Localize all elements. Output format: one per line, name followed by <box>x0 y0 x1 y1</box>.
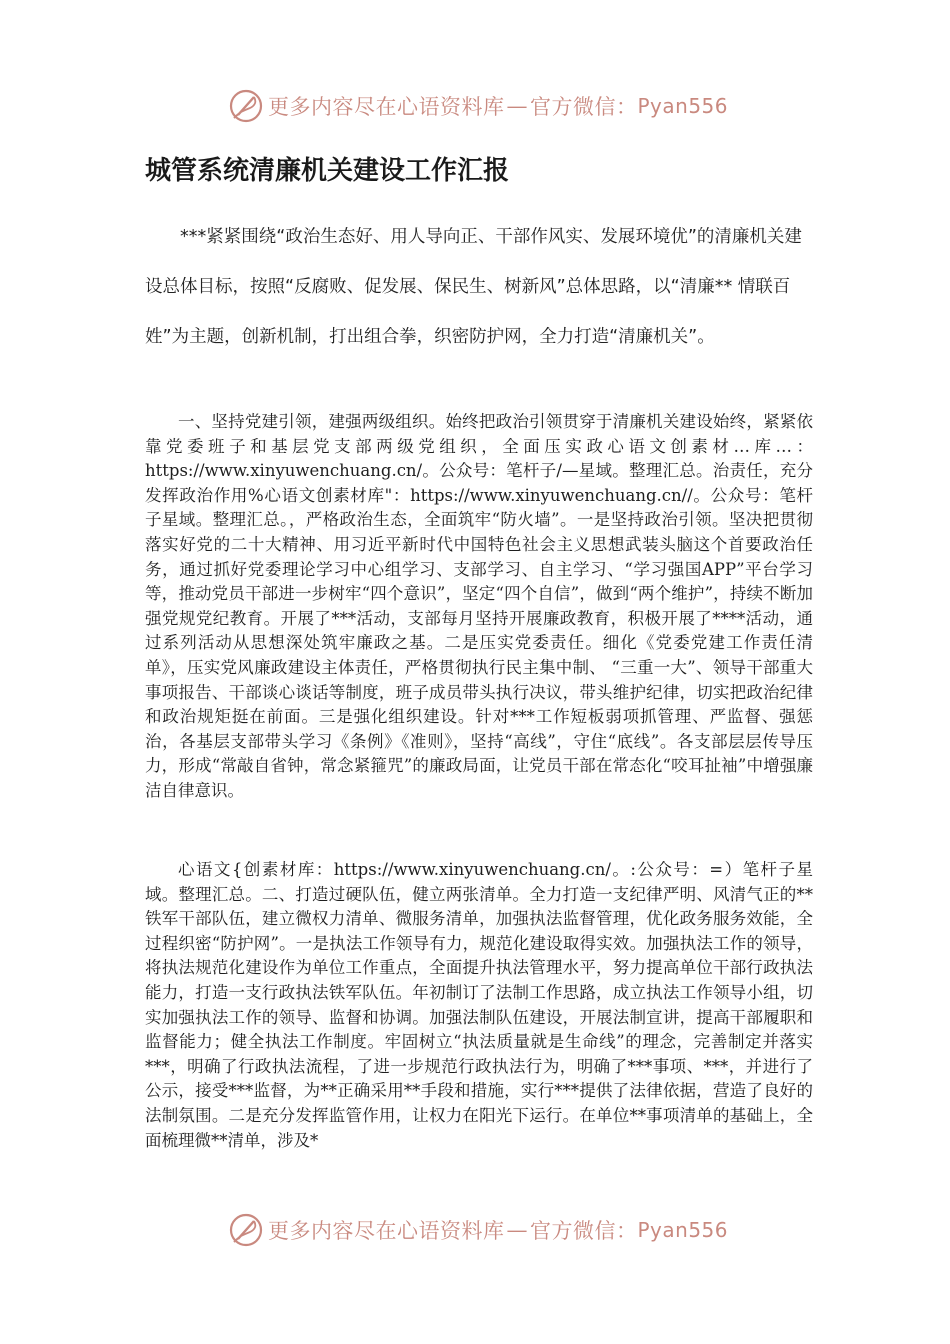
body-paragraph-1: 一、坚持党建引领，建强两级组织。始终把政治引领贯穿于清廉机关建设始终，紧紧依靠党委班子和基层党支部两级党组织，全面压实政心语文创素材…库…：https://www.xinyuwenchuang.cn/。公众号：笔杆子/—星域。整理汇总。治责任，充分发挥政治作用%心语文创素材库"：https://www.xinyuwenchuang.cn//。公众号：笔杆子星域。整理汇总。，严格政治生态，全面筑牢“防火墙”。一是坚持政治引领。坚决把贯彻落实好党的二十大精神、用习近平新时代中国特色社会主义思想武装头脑这个首要政治任务，通过抓好党委理论学习中心组学习、支部学习、自主学习、“学习强国APP”平台学习等，推动党员干部进一步树牢“四个意识”，坚定“四个自信”，做到“两个维护”，持续不断加强党规党纪教育。开展了***活动，支部每月坚持开展廉政教育，积极开展了****活动，通过系列活动从思想深处筑牢廉政之基。二是压实党委责任。细化《党委党建工作责任清单》，压实党风廉政建设主体责任，严格贯彻执行民主集中制、 “三重一大”、领导干部重大事项报告、干部谈心谈话等制度，班子成员带头执行决议，带头维护纪律，切实把政治纪律和政治规矩挺在前面。三是强化组织建设。针对***工作短板弱项抓管理、严监督、强惩治，各基层支部带头学习《条例》《准则》，坚持“高线”，守住“底线”。各支部层层传导压力，形成“常敲自省钟，常念紧箍咒”的廉政局面，让党员干部在常态化“咬耳扯袖”中增强廉洁自律意识。 <box>145 412 813 800</box>
intro-paragraph: ***紧紧围绕“政治生态好、用人导向正、干部作风实、发展环境优”的清廉机关建设总体目标，按照“反腐败、促发展、保民生、树新风”总体思路，以“清廉** 情联百姓”为主题，创新机制，打出组合拳，织密防护网，全力打造“清廉机关”。 <box>145 227 802 347</box>
document-title: 城管系统清廉机关建设工作汇报 <box>145 156 510 186</box>
watermark-banner-bottom <box>228 1210 728 1250</box>
banner-separator: — <box>506 94 528 118</box>
banner-wechat-id: Pyan556 <box>637 1218 729 1242</box>
banner-wechat-label: 官方微信： <box>530 95 638 119</box>
quill-logo-icon <box>228 1212 264 1248</box>
watermark-banner-top <box>228 86 728 126</box>
banner-text: 更多内容尽在心语资料库 <box>268 1219 505 1243</box>
banner-wechat-id: Pyan556 <box>637 94 729 118</box>
quill-logo-icon <box>228 88 264 124</box>
banner-separator: — <box>506 1218 528 1242</box>
body-paragraph-2: 心语文{创素材库：https://www.xinyuwenchuang.cn/。:公众号：=）笔杆子星域。整理汇总。二、打造过硬队伍，健立两张清单。全力打造一支纪律严明、风清气正的**铁军干部队伍，建立微权力清单、微服务清单，加强执法监督管理，优化政务服务效能，全过程织密“防护网”。一是执法工作领导有力，规范化建设取得实效。加强执法工作的领导，将执法规范化建设作为单位工作重点，全面提升执法管理水平，努力提高单位干部行政执法能力，打造一支行政执法铁军队伍。年初制订了法制工作思路，成立执法工作领导小组，切实加强执法工作的领导、监督和协调。加强法制队伍建设，开展法制宣讲，提高干部履职和监督能力；健全执法工作制度。牢固树立“执法质量就是生命线”的理念，完善制定并落实***，明确了行政执法流程，了进一步规范行政执法行为，明确了***事项、***，并进行了公示，接受***监督，为**正确采用**手段和措施，实行***提供了法律依据，营造了良好的法制氛围。二是充分发挥监管作用，让权力在阳光下运行。在单位**事项清单的基础上，全面梳理微**清单，涉及* <box>145 860 813 1150</box>
banner-text: 更多内容尽在心语资料库 <box>268 95 505 119</box>
banner-wechat-label: 官方微信： <box>530 1219 638 1243</box>
